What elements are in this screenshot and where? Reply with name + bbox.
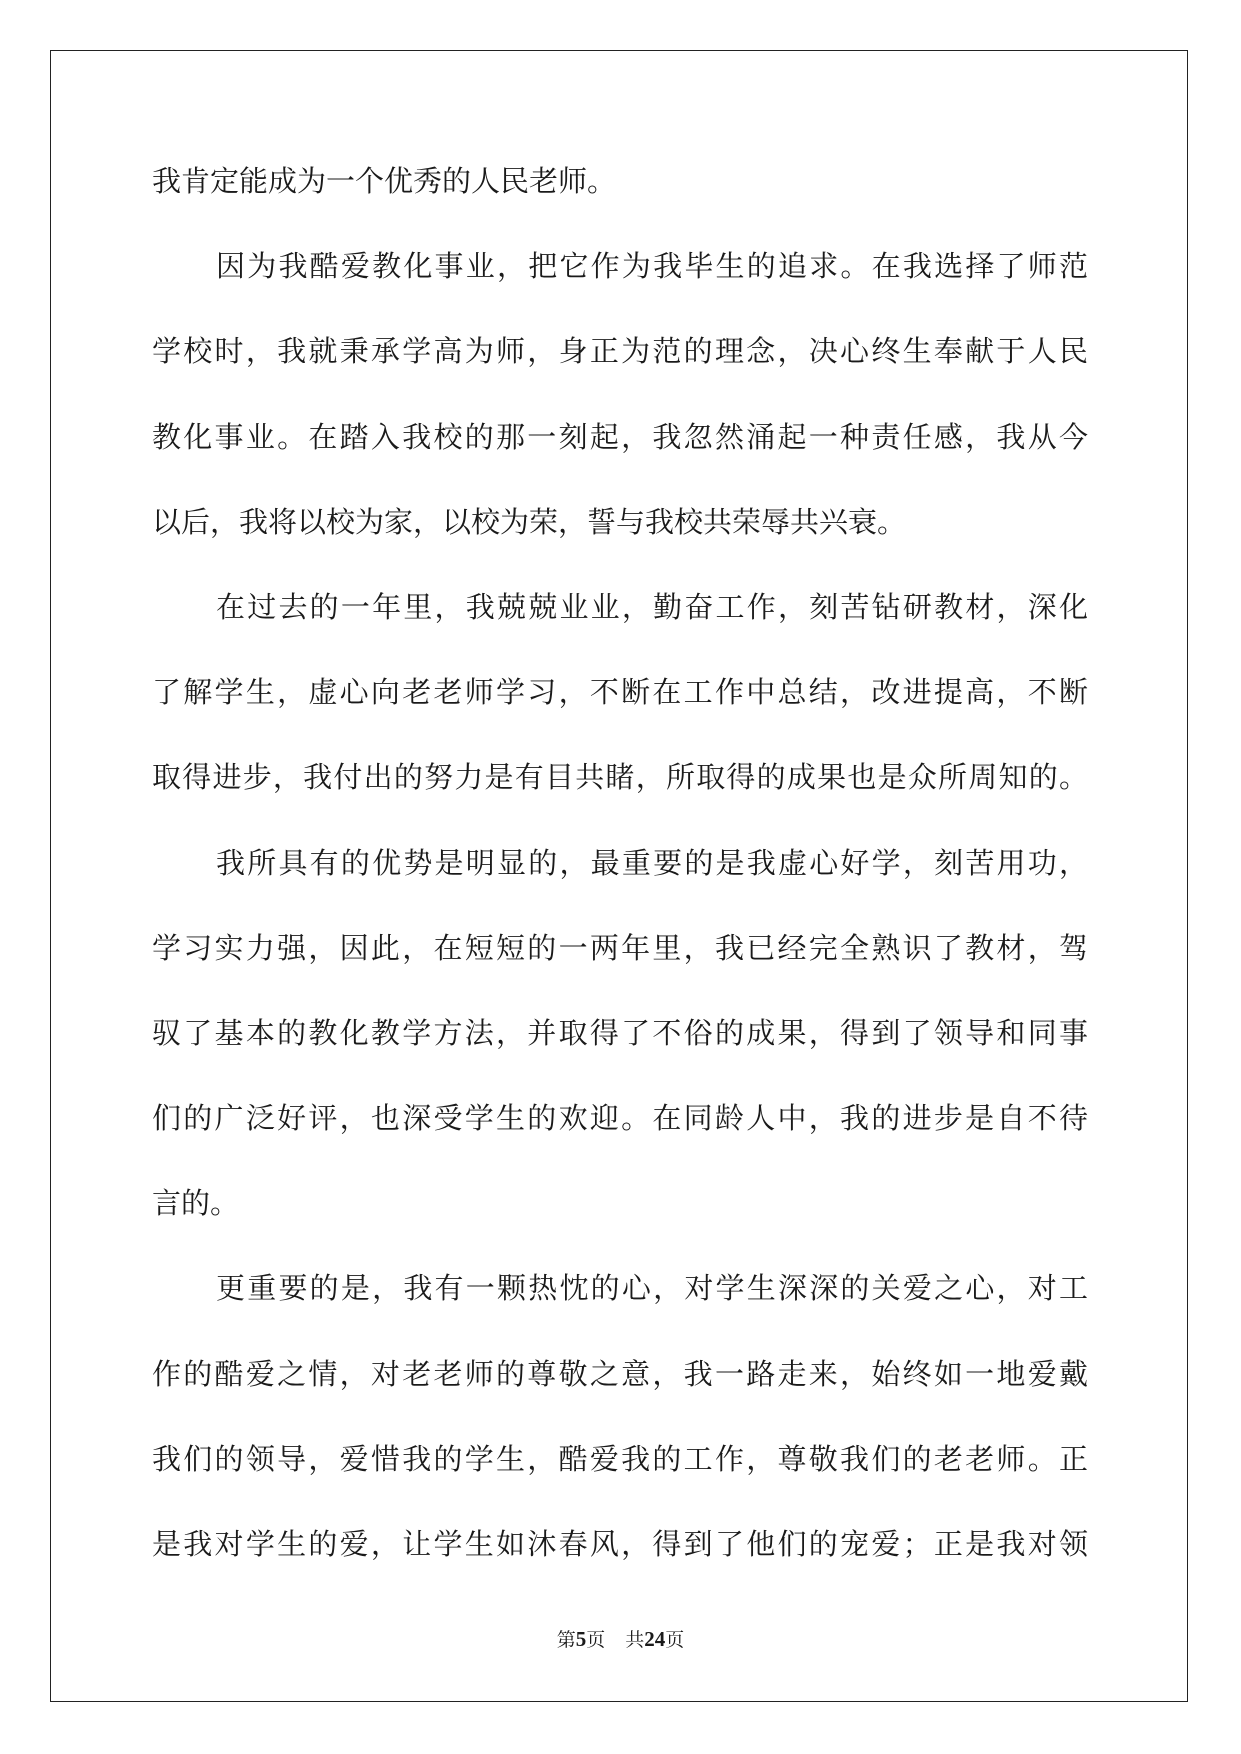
document-body [152, 166, 1088, 1614]
text-line: 们的广泛好评，也深受学生的欢迎。在同龄人中，我的进步是自不待 [152, 1101, 1088, 1136]
total-pages: 24 [644, 1627, 666, 1651]
text-line: 教化事业。在踏入我校的那一刻起，我忽然涌起一种责任感，我从今 [152, 419, 1088, 454]
text-line: 因为我酷爱教化事业，把它作为我毕生的追求。在我选择了师范 [216, 249, 1088, 284]
text-line: 了解学生，虚心向老老师学习，不断在工作中总结，改进提高，不断 [152, 675, 1088, 710]
text-line: 学校时，我就秉承学高为师，身正为范的理念，决心终生奉献于人民 [152, 334, 1088, 369]
text-line: 更重要的是，我有一颗热忱的心，对学生深深的关爱之心，对工 [216, 1271, 1088, 1306]
text-line: 是我对学生的爱，让学生如沐春风，得到了他们的宠爱；正是我对领 [152, 1527, 1088, 1561]
text-line: 以后，我将以校为家，以校为荣，誓与我校共荣辱共兴衰。 [152, 504, 907, 539]
text-line: 我肯定能成为一个优秀的人民老师。 [152, 164, 617, 198]
text-line: 作的酷爱之情，对老老师的尊敬之意，我一路走来，始终如一地爱戴 [152, 1356, 1088, 1391]
page-number: 5 [575, 1627, 587, 1651]
text-line: 取得进步，我付出的努力是有目共睹，所取得的成果也是众所周知的。 [152, 760, 1088, 795]
text-line: 学习实力强，因此，在短短的一两年里，我已经完全熟识了教材，驾 [152, 930, 1088, 965]
text-line: 我们的领导，爱惜我的学生，酷爱我的工作，尊敬我们的老老师。正 [152, 1441, 1088, 1476]
page-prefix: 第 [556, 1629, 576, 1651]
text-line: 在过去的一年里，我兢兢业业，勤奋工作，刻苦钻研教材，深化 [216, 589, 1088, 624]
total-prefix: 共 [625, 1629, 645, 1651]
page-footer [0, 1625, 1241, 1652]
total-suffix: 页 [665, 1629, 685, 1651]
page-suffix: 页 [586, 1629, 606, 1651]
text-line: 驭了基本的教化教学方法，并取得了不俗的成果，得到了领导和同事 [152, 1015, 1088, 1050]
text-line: 我所具有的优势是明显的，最重要的是我虚心好学，刻苦用功， [216, 845, 1088, 880]
text-line: 言的。 [152, 1186, 240, 1221]
